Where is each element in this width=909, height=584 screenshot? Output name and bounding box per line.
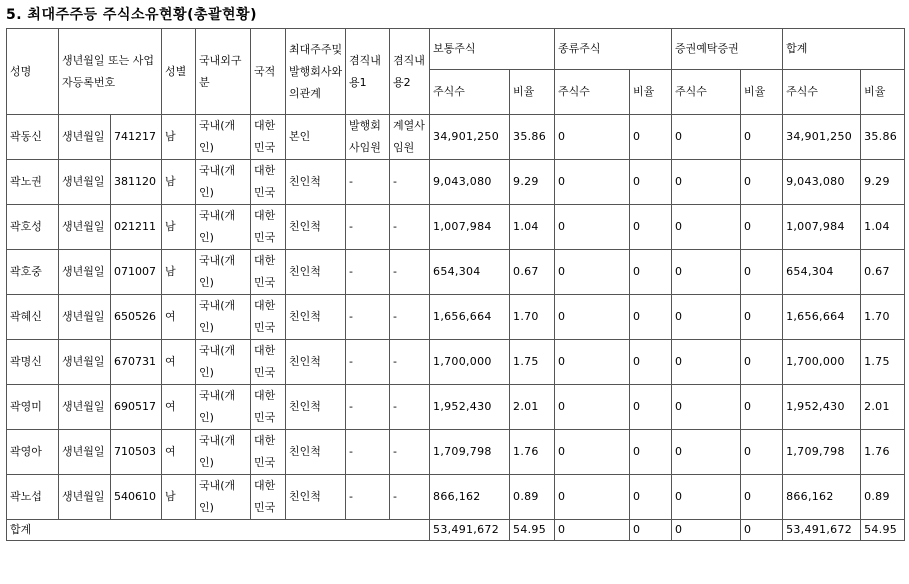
row-dep-shares: 0	[672, 250, 741, 295]
row-relation: 친인척	[286, 205, 346, 250]
row-common-shares: 9,043,080	[430, 160, 510, 205]
row-birth: 071007	[111, 250, 162, 295]
row-class-shares: 0	[555, 385, 630, 430]
table-row	[7, 340, 905, 385]
row-common-ratio: 1.70	[510, 295, 555, 340]
section-title: 5. 최대주주등 주식소유현황(총괄현황)	[6, 7, 257, 23]
shareholding-table	[6, 28, 905, 541]
row-dep-shares: 0	[672, 430, 741, 475]
row-relation: 친인척	[286, 160, 346, 205]
row-concurrent2: -	[390, 205, 430, 250]
row-concurrent1: 발행회사임원	[346, 115, 390, 160]
row-domestic: 국내(개인)	[196, 385, 251, 430]
row-name: 곽명신	[7, 340, 59, 385]
row-total-shares: 9,043,080	[783, 160, 861, 205]
row-concurrent1: -	[346, 205, 390, 250]
row-class-shares: 0	[555, 340, 630, 385]
row-dep-ratio: 0	[741, 340, 783, 385]
row-total-ratio: 1.70	[861, 295, 905, 340]
row-name: 곽노섭	[7, 475, 59, 520]
row-gender: 여	[162, 385, 196, 430]
total-dep-shares: 0	[672, 520, 741, 541]
row-common-ratio: 2.01	[510, 385, 555, 430]
row-common-shares: 34,901,250	[430, 115, 510, 160]
row-domestic: 국내(개인)	[196, 475, 251, 520]
row-birth-type: 생년월일	[59, 295, 111, 340]
row-dep-ratio: 0	[741, 115, 783, 160]
row-concurrent2: 계열사임원	[390, 115, 430, 160]
total-class-ratio: 0	[630, 520, 672, 541]
row-dep-shares: 0	[672, 115, 741, 160]
row-class-ratio: 0	[630, 160, 672, 205]
header-domestic-foreign: 국내외구분	[196, 29, 251, 115]
header-dep-ratio: 비율	[741, 70, 783, 115]
row-class-shares: 0	[555, 250, 630, 295]
header-relation: 최대주주및 발행회사와의관계	[286, 29, 346, 115]
row-relation: 친인척	[286, 250, 346, 295]
row-birth: 690517	[111, 385, 162, 430]
table-row	[7, 115, 905, 160]
row-class-shares: 0	[555, 475, 630, 520]
header-common-stock: 보통주식	[430, 29, 555, 70]
row-domestic: 국내(개인)	[196, 340, 251, 385]
row-birth: 650526	[111, 295, 162, 340]
row-concurrent1: -	[346, 340, 390, 385]
row-total-ratio: 1.75	[861, 340, 905, 385]
table-row	[7, 430, 905, 475]
row-birth-type: 생년월일	[59, 385, 111, 430]
header-birth-or-reg: 생년월일 또는 사업자등록번호	[59, 29, 162, 115]
total-row	[7, 520, 905, 541]
row-total-shares: 1,656,664	[783, 295, 861, 340]
row-common-ratio: 1.75	[510, 340, 555, 385]
header-concurrent1: 겸직내용1	[346, 29, 390, 115]
row-nationality: 대한민국	[251, 430, 286, 475]
row-concurrent1: -	[346, 295, 390, 340]
row-concurrent1: -	[346, 475, 390, 520]
row-class-ratio: 0	[630, 475, 672, 520]
table-row	[7, 250, 905, 295]
row-birth: 741217	[111, 115, 162, 160]
row-domestic: 국내(개인)	[196, 205, 251, 250]
header-dep-shares: 주식수	[672, 70, 741, 115]
row-total-shares: 34,901,250	[783, 115, 861, 160]
row-concurrent2: -	[390, 475, 430, 520]
row-class-ratio: 0	[630, 430, 672, 475]
row-relation: 본인	[286, 115, 346, 160]
row-total-ratio: 0.89	[861, 475, 905, 520]
row-birth: 021211	[111, 205, 162, 250]
row-domestic: 국내(개인)	[196, 430, 251, 475]
row-total-ratio: 2.01	[861, 385, 905, 430]
row-total-shares: 1,007,984	[783, 205, 861, 250]
header-class-stock: 종류주식	[555, 29, 672, 70]
row-name: 곽동신	[7, 115, 59, 160]
row-nationality: 대한민국	[251, 250, 286, 295]
row-dep-ratio: 0	[741, 430, 783, 475]
row-name: 곽호성	[7, 205, 59, 250]
row-common-ratio: 0.67	[510, 250, 555, 295]
row-total-shares: 654,304	[783, 250, 861, 295]
total-common-shares: 53,491,672	[430, 520, 510, 541]
row-total-ratio: 1.04	[861, 205, 905, 250]
row-class-ratio: 0	[630, 385, 672, 430]
row-dep-shares: 0	[672, 340, 741, 385]
row-total-shares: 1,709,798	[783, 430, 861, 475]
row-birth-type: 생년월일	[59, 430, 111, 475]
row-concurrent1: -	[346, 385, 390, 430]
row-domestic: 국내(개인)	[196, 295, 251, 340]
table-row	[7, 205, 905, 250]
row-total-shares: 1,700,000	[783, 340, 861, 385]
header-concurrent2: 겸직내용2	[390, 29, 430, 115]
header-depositary: 증권예탁증권	[672, 29, 783, 70]
row-name: 곽영아	[7, 430, 59, 475]
row-birth: 540610	[111, 475, 162, 520]
header-nationality: 국적	[251, 29, 286, 115]
header-common-ratio: 비율	[510, 70, 555, 115]
row-class-ratio: 0	[630, 205, 672, 250]
row-total-ratio: 35.86	[861, 115, 905, 160]
row-dep-ratio: 0	[741, 205, 783, 250]
row-common-shares: 1,700,000	[430, 340, 510, 385]
row-class-shares: 0	[555, 115, 630, 160]
row-common-shares: 1,007,984	[430, 205, 510, 250]
row-concurrent1: -	[346, 430, 390, 475]
row-relation: 친인척	[286, 430, 346, 475]
row-nationality: 대한민국	[251, 160, 286, 205]
header-gender: 성별	[162, 29, 196, 115]
row-birth-type: 생년월일	[59, 160, 111, 205]
row-gender: 여	[162, 295, 196, 340]
row-birth-type: 생년월일	[59, 250, 111, 295]
row-dep-ratio: 0	[741, 160, 783, 205]
row-class-shares: 0	[555, 295, 630, 340]
row-concurrent1: -	[346, 250, 390, 295]
row-domestic: 국내(개인)	[196, 160, 251, 205]
row-relation: 친인척	[286, 385, 346, 430]
row-concurrent2: -	[390, 250, 430, 295]
total-total-shares: 53,491,672	[783, 520, 861, 541]
row-total-shares: 1,952,430	[783, 385, 861, 430]
row-name: 곽노권	[7, 160, 59, 205]
row-relation: 친인척	[286, 475, 346, 520]
row-birth-type: 생년월일	[59, 475, 111, 520]
row-gender: 남	[162, 250, 196, 295]
row-class-ratio: 0	[630, 295, 672, 340]
row-common-ratio: 1.76	[510, 430, 555, 475]
row-domestic: 국내(개인)	[196, 115, 251, 160]
row-domestic: 국내(개인)	[196, 250, 251, 295]
row-class-shares: 0	[555, 160, 630, 205]
table-row	[7, 385, 905, 430]
row-birth-type: 생년월일	[59, 340, 111, 385]
row-class-shares: 0	[555, 205, 630, 250]
row-concurrent2: -	[390, 160, 430, 205]
row-gender: 남	[162, 205, 196, 250]
row-nationality: 대한민국	[251, 385, 286, 430]
row-nationality: 대한민국	[251, 295, 286, 340]
row-dep-shares: 0	[672, 475, 741, 520]
row-common-ratio: 9.29	[510, 160, 555, 205]
header-name: 성명	[7, 29, 59, 115]
row-dep-ratio: 0	[741, 385, 783, 430]
total-common-ratio: 54.95	[510, 520, 555, 541]
row-birth-type: 생년월일	[59, 205, 111, 250]
row-class-ratio: 0	[630, 250, 672, 295]
row-name: 곽호중	[7, 250, 59, 295]
row-gender: 남	[162, 160, 196, 205]
row-gender: 남	[162, 115, 196, 160]
row-concurrent1: -	[346, 160, 390, 205]
row-birth: 670731	[111, 340, 162, 385]
row-nationality: 대한민국	[251, 115, 286, 160]
header-common-shares: 주식수	[430, 70, 510, 115]
row-total-shares: 866,162	[783, 475, 861, 520]
row-nationality: 대한민국	[251, 340, 286, 385]
total-dep-ratio: 0	[741, 520, 783, 541]
header-class-ratio: 비율	[630, 70, 672, 115]
row-concurrent2: -	[390, 295, 430, 340]
row-name: 곽혜신	[7, 295, 59, 340]
row-name: 곽영미	[7, 385, 59, 430]
row-total-ratio: 0.67	[861, 250, 905, 295]
row-dep-ratio: 0	[741, 475, 783, 520]
table-row	[7, 160, 905, 205]
row-nationality: 대한민국	[251, 475, 286, 520]
row-class-ratio: 0	[630, 340, 672, 385]
row-dep-ratio: 0	[741, 250, 783, 295]
row-common-shares: 654,304	[430, 250, 510, 295]
row-common-ratio: 35.86	[510, 115, 555, 160]
row-class-ratio: 0	[630, 115, 672, 160]
total-label: 합계	[7, 520, 430, 541]
header-class-shares: 주식수	[555, 70, 630, 115]
header-total-shares: 주식수	[783, 70, 861, 115]
row-birth: 381120	[111, 160, 162, 205]
row-relation: 친인척	[286, 295, 346, 340]
row-gender: 여	[162, 340, 196, 385]
row-concurrent2: -	[390, 430, 430, 475]
row-concurrent2: -	[390, 385, 430, 430]
header-total-ratio: 비율	[861, 70, 905, 115]
table-row	[7, 475, 905, 520]
row-birth-type: 생년월일	[59, 115, 111, 160]
row-gender: 여	[162, 430, 196, 475]
row-total-ratio: 1.76	[861, 430, 905, 475]
row-common-shares: 1,952,430	[430, 385, 510, 430]
row-common-shares: 866,162	[430, 475, 510, 520]
row-class-shares: 0	[555, 430, 630, 475]
row-common-ratio: 0.89	[510, 475, 555, 520]
row-birth: 710503	[111, 430, 162, 475]
table-row	[7, 295, 905, 340]
row-dep-ratio: 0	[741, 295, 783, 340]
row-total-ratio: 9.29	[861, 160, 905, 205]
row-nationality: 대한민국	[251, 205, 286, 250]
row-dep-shares: 0	[672, 205, 741, 250]
row-concurrent2: -	[390, 340, 430, 385]
row-dep-shares: 0	[672, 160, 741, 205]
row-common-shares: 1,656,664	[430, 295, 510, 340]
row-dep-shares: 0	[672, 385, 741, 430]
total-class-shares: 0	[555, 520, 630, 541]
row-common-ratio: 1.04	[510, 205, 555, 250]
header-total: 합계	[783, 29, 905, 70]
header-row-1	[7, 29, 905, 70]
row-gender: 남	[162, 475, 196, 520]
row-relation: 친인척	[286, 340, 346, 385]
row-common-shares: 1,709,798	[430, 430, 510, 475]
total-total-ratio: 54.95	[861, 520, 905, 541]
row-dep-shares: 0	[672, 295, 741, 340]
